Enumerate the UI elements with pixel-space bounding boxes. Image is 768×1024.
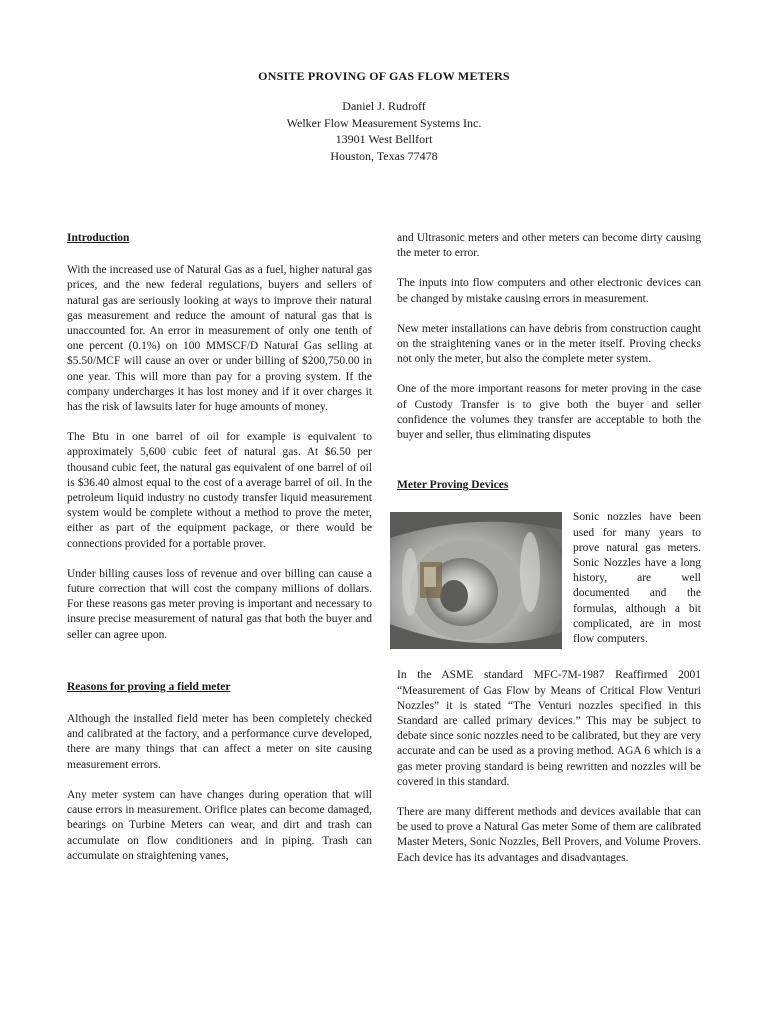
paragraph: Any meter system can have changes during operation that will cause errors in measurement. Orifice plates can become damaged, bearings on Turbine Meters can wear, and dirt and trash can accumulate on flow conditioners and in piping. Trash can accumulate on straightening vanes,	[67, 788, 372, 862]
author-block	[0, 98, 768, 164]
author-city: Houston, Texas 77478	[330, 148, 438, 163]
right-column	[397, 231, 701, 881]
paragraph: Although the installed field meter has been completely checked and calibrated at the factory, and a performance curve developed, there are many things that can affect a meter on site causing measurement errors.	[67, 713, 372, 771]
paper-title: ONSITE PROVING OF GAS FLOW METERS	[258, 69, 510, 83]
paragraph: Under billing causes loss of revenue and over billing can cause a future correction that will cost the company millions of dollars. For these reasons gas meter proving is important and necessary to insure precise measurement of natural gas that both the buyer and seller can agree upon.	[67, 567, 372, 641]
paragraph: The inputs into flow computers and other electronic devices can be changed by mistake causing errors in measurement.	[397, 277, 701, 305]
figure-row	[397, 510, 701, 658]
paragraph: In the ASME standard MFC-7M-1987 Reaffirmed 2001 “Measurement of Gas Flow by Means of Critical Flow Venturi Nozzles” it is stated “The Venturi nozzles specified in this Standard are called primary devices.” This may be subject to debate since sonic nozzles need to be calibrated, but they are very accurate and can be used as a proving method. AGA 6 which is a gas meter proving standard is being rewritten and nozzles will be covered in this standard.	[397, 669, 701, 788]
paragraph: One of the more important reasons for meter proving in the case of Custody Transfer is to give both the buyer and seller confidence the volumes they transfer are acceptable to both the buyer and seller, thus eliminating disputes	[397, 383, 701, 442]
sonic-nozzle-photo	[390, 512, 562, 649]
author-street: 13901 West Bellfort	[335, 132, 433, 146]
paragraph: New meter installations can have debris from construction caught on the straightening vanes or in the meter itself. Proving checks not only the meter, but also the complete meter system.	[397, 322, 701, 366]
introduction-heading: Introduction	[67, 232, 130, 244]
left-column	[67, 231, 372, 879]
author-company: Welker Flow Measurement Systems Inc.	[286, 115, 482, 130]
paragraph: There are many different methods and devices available that can be used to prove a Natural Gas meter Some of them are calibrated Master Meters, Sonic Nozzles, Bell Provers, and Volume Provers. Each device has its advantages and disadvantages.	[397, 806, 701, 864]
paragraph: The Btu in one barrel of oil for example is equivalent to approximately 5,600 cubic feet of natural gas. At $6.50 per thousand cubic feet, the natural gas equivalent of one barrel of oil is $36.40 almost equal to the cost of a average barrel of oil. In the petroleum liquid industry no custody transfer liquid measurement system would be complete without a method to prove the meter, either as part of the equipment package, or there would be connections provided for a portable prover.	[67, 431, 372, 550]
reasons-heading: Reasons for proving a field meter	[67, 680, 231, 693]
paragraph: With the increased use of Natural Gas as a fuel, higher natural gas prices, and the new federal regulations, buyers and sellers of natural gas are seriously looking at ways to improve their natural gas measurement and reduce the amount of natural gas that is unaccounted for. An error in measurement of only one tenth of one percent (0.1%) on 100 MMSCF/D Natural Gas selling at $5.50/MCF will cause an over or under billing of $200,750.00 in one year. This will more than pay for a proving system. If the company undercharges it has lost money and if it over charges it has the risk of lawsuits later for huge amounts of money.	[67, 264, 372, 414]
devices-heading: Meter Proving Devices	[397, 479, 509, 492]
photo-caption-text: Sonic nozzles have been used for many years to prove natural gas meters. Sonic Nozzles have a long history, are well documented and the formulas, although a bit complicated, are in most flow computers.	[573, 511, 701, 646]
paragraph: and Ultrasonic meters and other meters can become dirty causing the meter to error.	[397, 232, 701, 260]
author-name: Daniel J. Rudroff	[342, 99, 426, 113]
